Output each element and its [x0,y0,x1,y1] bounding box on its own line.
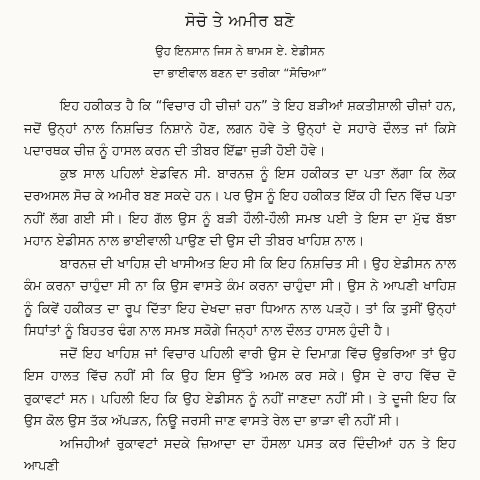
paragraph-1: ਇਹ ਹਕੀਕਤ ਹੈ ਕਿ “ਵਿਚਾਰ ਹੀ ਚੀਜ਼ਾਂ ਹਨ” ਤੇ ਇਹ ਬੜੀਆਂ ਸ਼ਕਤੀਸ਼ਾਲੀ ਚੀਜ਼ਾਂ ਹਨ, ਜਦੋਂ ਉਨ੍ਹਾਂ ਨਾਲ ਨਿਸ਼ਚਿਤ ਨਿਸ਼ਾਨੇ ਹੋਣ, ਲਗਨ ਹੋਵੇ ਤੇ ਉਨ੍ਹਾਂ ਦੇ ਸਹਾਰੇ ਦੌਲਤ ਜਾਂ ਕਿਸੇ ਪਦਾਰਥਕ ਚੀਜ਼ ਨੂੰ ਹਾਸਲ ਕਰਨ ਦੀ ਤੀਬਰ ਇੱਛਾ ਜੁੜੀ ਹੋਈ ਹੋਵੇ। [24,99,456,159]
chapter-body [24,96,456,474]
paragraph-4: ਜਦੋਂ ਇਹ ਖਾਹਿਸ਼ ਜਾਂ ਵਿਚਾਰ ਪਹਿਲੀ ਵਾਰੀ ਉਸ ਦੇ ਦਿਮਾਗ਼ ਵਿੱਚ ਉਭਰਿਆ ਤਾਂ ਉਹ ਇਸ ਹਾਲਤ ਵਿੱਚ ਨਹੀਂ ਸੀ ਕਿ ਉਹ ਇਸ ਉੱਤੇ ਅਮਲ ਕਰ ਸਕੇ। ਉਸ ਦੇ ਰਾਹ ਵਿੱਚ ਦੋ ਰੁਕਾਵਟਾਂ ਸਨ। ਪਹਿਲੀ ਇਹ ਕਿ ਉਹ ਏਡੀਸਨ ਨੂੰ ਨਹੀਂ ਜਾਣਦਾ ਨਹੀਂ ਸੀ। ਤੇ ਦੂਜੀ ਇਹ ਕਿ ਉਸ ਕੋਲ ਉਸ ਤੱਕ ਅੱਪੜਨ, ਨਿਊ ਜਰਸੀ ਜਾਣ ਵਾਸਤੇ ਰੇਲ ਦਾ ਭਾੜਾ ਵੀ ਨਹੀਂ ਸੀ। [24,346,456,429]
chapter-subtitle-line-1: ਉਹ ਇਨਸਾਨ ਜਿਸ ਨੇ ਥਾਮਸ ਏ. ਏਡੀਸਨ [155,44,325,58]
chapter-subtitle-line-2: ਦਾ ਭਾਈਵਾਲ ਬਣਨ ਦਾ ਤਰੀਕਾ “ਸੋਚਿਆ” [153,66,327,80]
paragraph-5-partial: ਅਜਿਹੀਆਂ ਰੁਕਾਵਟਾਂ ਸਦਕੇ ਜ਼ਿਆਦਾ ਦਾ ਹੌਸਲਾ ਪਸਤ ਕਰ ਦਿੰਦੀਆਂ ਹਨ ਤੇ ਇਹ ਆਪਣੀ [24,436,456,474]
paragraph-3: ਬਾਰਨਜ਼ ਦੀ ਖਾਹਿਸ਼ ਦੀ ਖਾਸੀਅਤ ਇਹ ਸੀ ਕਿ ਇਹ ਨਿਸ਼ਚਿਤ ਸੀ। ਉਹ ਏਡੀਸਨ ਨਾਲ ਕੰਮ ਕਰਨਾ ਚਾਹੁੰਦਾ ਸੀ ਨਾ ਕਿ ਉਸ ਵਾਸਤੇ ਕੰਮ ਕਰਨਾ ਚਾਹੁੰਦਾ ਸੀ। ਉਸ ਨੇ ਆਪਣੀ ਖਾਹਿਸ਼ ਨੂੰ ਕਿਵੇਂ ਹਕੀਕਤ ਦਾ ਰੂਪ ਦਿੱਤਾ ਇਹ ਦੇਖਦਾ ਜ਼ਰਾ ਧਿਆਨ ਨਾਲ ਪੜ੍ਹੋ। ਤਾਂ ਕਿ ਤੁਸੀਂ ਉਨ੍ਹਾਂ ਸਿਧਾਂਤਾਂ ਨੂੰ ਬਿਹਤਰ ਢੰਗ ਨਾਲ ਸਮਝ ਸਕੋਗੇ ਜਿਨ੍ਹਾਂ ਨਾਲ ਦੌਲਤ ਹਾਸਲ ਹੁੰਦੀ ਹੈ। [24,256,456,339]
paragraph-2: ਕੁਝ ਸਾਲ ਪਹਿਲਾਂ ਏਡਵਿਨ ਸੀ. ਬਾਰਨਜ਼ ਨੂੰ ਇਸ ਹਕੀਕਤ ਦਾ ਪਤਾ ਲੱਗਾ ਕਿ ਲੋਕ ਦਰਅਸਲ ਸੋਚ ਕੇ ਅਮੀਰ ਬਣ ਸਕਦੇ ਹਨ। ਪਰ ਉਸ ਨੂੰ ਇਹ ਹਕੀਕਤ ਇੱਕ ਹੀ ਦਿਨ ਵਿੱਚ ਪਤਾ ਨਹੀਂ ਲੱਗ ਗਈ ਸੀ। ਇਹ ਗੱਲ ਉਸ ਨੂੰ ਬੜੀ ਹੌਲੀ-ਹੌਲੀ ਸਮਝ ਪਈ ਤੇ ਇਸ ਦਾ ਮੁੱਢ ਬੱਝਾ ਮਹਾਨ ਏਡੀਸਨ ਨਾਲ ਭਾਈਵਾਲੀ ਪਾਉਣ ਦੀ ਉਸ ਦੀ ਤੀਬਰ ਖਾਹਿਸ਼ ਨਾਲ। [24,166,456,249]
chapter-title: ਸੋਚੋ ਤੇ ਅਮੀਰ ਬਣੋ [185,11,295,30]
